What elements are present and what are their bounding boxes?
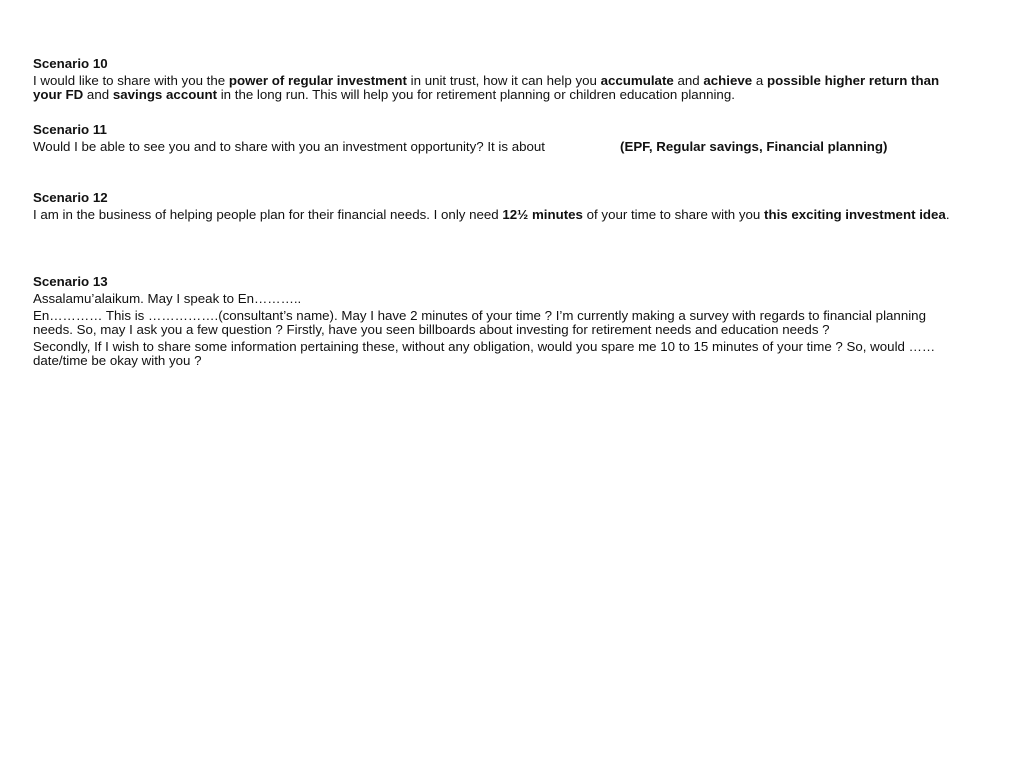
document-page xyxy=(33,56,953,371)
bold-phrase: achieve xyxy=(703,73,753,88)
scenario-11-heading: Scenario 11 xyxy=(33,122,107,137)
text-span: I would like to share with you the xyxy=(33,73,229,88)
scenario-10-heading: Scenario 10 xyxy=(33,56,108,71)
bold-phrase: savings account xyxy=(112,87,218,102)
bold-phrase: possible higher return than your FD xyxy=(33,73,940,102)
bold-phrase: 12½ minutes xyxy=(502,207,583,222)
text-span: I am in the business of helping people plan for their financial needs. I only need xyxy=(33,207,503,222)
bold-phrase: accumulate xyxy=(600,73,674,88)
text-span: and xyxy=(673,73,704,88)
text-span: . xyxy=(945,207,950,222)
text-span: Would I be able to see you and to share with you an investment opportunity? It is about xyxy=(33,139,546,154)
text-span: of your time to share with you xyxy=(582,207,765,222)
text-span: a xyxy=(752,73,767,88)
scenario-11-text xyxy=(33,140,953,154)
scenario-13-intro: En………… This is …………….(consultant’s name). May I have 2 minutes of your time ? I’m currently making a survey with regards to financial planning needs. So, may I ask you a few question ? Firstly, have you seen billboards about investing for retirement needs and education needs ? xyxy=(33,308,926,337)
bold-phrase: this exciting investment idea xyxy=(764,207,946,222)
scenario-12-text xyxy=(33,208,953,222)
scenario-11-section xyxy=(33,122,953,190)
scenario-13-heading: Scenario 13 xyxy=(33,274,108,289)
text-span: in the long run. This will help you for retirement planning or children education planning. xyxy=(217,87,735,102)
bold-phrase: power of regular investment xyxy=(228,73,407,88)
bold-phrase: (EPF, Regular savings, Financial planning) xyxy=(620,139,888,154)
scenario-12-heading: Scenario 12 xyxy=(33,190,108,205)
scenario-13-greeting: Assalamu’alaikum. May I speak to En……….. xyxy=(33,291,302,306)
scenario-10-text xyxy=(33,74,953,102)
scenario-12-section xyxy=(33,190,953,274)
scenario-13-request: Secondly, If I wish to share some information pertaining these, without any obligation, would you spare me 10 to 15 minutes of your time ? So, would ……date/time be okay with you ? xyxy=(33,339,936,368)
scenario-13-section xyxy=(33,274,953,368)
text-span: in unit trust, how it can help you xyxy=(406,73,601,88)
scenario-10-section xyxy=(33,56,953,122)
text-span: and xyxy=(83,87,113,102)
